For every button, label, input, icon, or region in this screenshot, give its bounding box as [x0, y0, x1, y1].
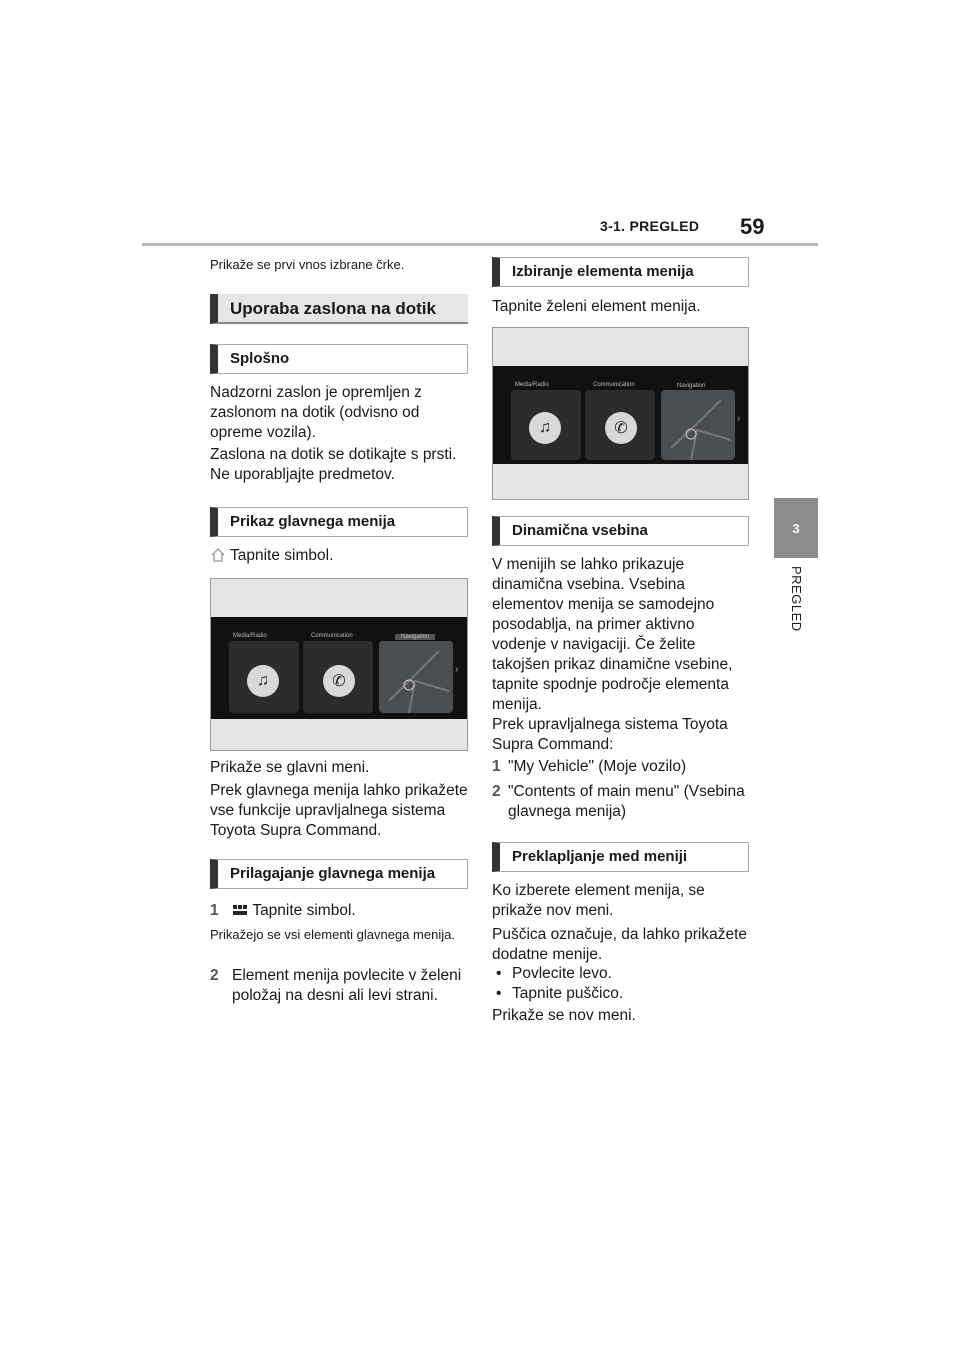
paragraph-via: Prek upravljalnega sistema Toyota Supra Command:: [492, 716, 728, 753]
step-text: "My Vehicle" (Moje vozilo): [508, 758, 687, 775]
heading-general: Splošno: [210, 344, 468, 374]
main-menu-screenshot: [210, 578, 468, 751]
paragraph-general-2: Zaslona na dotik se dotikajte s prsti. Ne uporabljajte predmetov.: [210, 446, 457, 483]
navigation-tile: [379, 641, 453, 713]
step-number: 2: [492, 783, 501, 800]
intro-note: Prikaže se prvi vnos izbrane črke.: [210, 257, 405, 272]
step-text: Tapnite simbol.: [252, 902, 356, 919]
paragraph-select: Tapnite želeni element menija.: [492, 298, 701, 315]
communication-tile: [585, 390, 655, 460]
step-1-note: Prikažejo se vsi elementi glavnega menija.: [210, 927, 455, 942]
tile-label-navigation: Navigation: [677, 383, 706, 389]
tap-symbol-line: [210, 546, 468, 569]
paragraph-switch-1: Ko izberete element menija, se prikaže nov meni.: [492, 882, 705, 919]
paragraph-switch-3: Prikaže se nov meni.: [492, 1007, 636, 1024]
step-text: "Contents of main menu" (Vsebina glavnega menija): [508, 783, 745, 820]
paragraph-main-shown: Prikaže se glavni meni.: [210, 759, 370, 776]
tile-label-communication: Communication: [311, 633, 353, 639]
heading-touch-screen: Uporaba zaslona na dotik: [210, 294, 468, 324]
chevron-right-icon: ›: [455, 664, 459, 675]
right-step-1: [492, 757, 749, 777]
chapter-tab: 3: [774, 498, 818, 558]
map-lines-icon: [379, 641, 453, 713]
music-note-icon: ♫: [529, 412, 561, 444]
menu-grid-icon: [232, 902, 248, 922]
phone-icon: ✆: [323, 665, 355, 697]
paragraph-switch-2: Puščica označuje, da lahko prikažete dodatne menije.: [492, 926, 748, 963]
bullet-text: Povlecite levo.: [512, 965, 612, 982]
step-number: 1: [210, 902, 219, 919]
tile-label-communication: Communication: [593, 382, 635, 388]
phone-icon: ✆: [605, 412, 637, 444]
page-number: 59: [740, 214, 765, 239]
bullet-marker: •: [496, 985, 502, 1002]
step-number: 2: [210, 967, 219, 984]
right-step-2: [492, 782, 749, 822]
tile-label-media: Media/Radio: [515, 382, 549, 388]
section-title: 3-1. PREGLED: [600, 218, 700, 234]
media-radio-tile: [511, 390, 581, 460]
media-radio-tile: [229, 641, 299, 713]
heading-adjust-menu: Prilagajanje glavnega menija: [210, 859, 468, 889]
chevron-right-icon: ›: [737, 413, 741, 424]
communication-tile: [303, 641, 373, 713]
home-icon: [210, 547, 226, 569]
select-item-screenshot: [492, 327, 749, 500]
heading-select-item: Izbiranje elementa menija: [492, 257, 749, 287]
header-rule: [142, 243, 818, 246]
step-number: 1: [492, 758, 501, 775]
step-text: Element menija povlecite v želeni položaj na desni ali levi strani.: [232, 967, 462, 1004]
heading-switch-menus: Preklapljanje med meniji: [492, 842, 749, 872]
tile-label-media: Media/Radio: [233, 633, 267, 639]
left-step-1: [210, 901, 468, 922]
tile-label-navigation: Navigation: [395, 634, 435, 640]
chapter-label: PREGLED: [789, 566, 804, 632]
heading-dynamic-content: Dinamična vsebina: [492, 516, 749, 546]
left-step-2: [210, 966, 468, 1006]
tap-symbol-text: Tapnite simbol.: [230, 547, 334, 564]
bullet-text: Tapnite puščico.: [512, 985, 624, 1002]
heading-main-menu: Prikaz glavnega menija: [210, 507, 468, 537]
chapter-label-wrap: [778, 566, 818, 646]
map-lines-icon: [661, 390, 735, 460]
navigation-tile: [661, 390, 735, 460]
bullet-item: [492, 984, 749, 1004]
music-note-icon: ♫: [247, 665, 279, 697]
paragraph-main-functions: Prek glavnega menija lahko prikažete vse funkcije upravljalnega sistema Toyota Supra Command.: [210, 782, 468, 839]
paragraph-general-1: Nadzorni zaslon je opremljen z zaslonom na dotik (odvisno od opreme vozila).: [210, 384, 422, 441]
bullet-marker: •: [496, 965, 502, 982]
bullet-item: [492, 964, 749, 984]
paragraph-dynamic: V menijih se lahko prikazuje dinamična vsebina. Vsebina elementov menija se samodejno posodablja, na primer aktivno vodenje v navigaciji. Če želite takojšen prikaz dinamične vsebine, tapnite spodnje področje elementa menija.: [492, 556, 733, 713]
